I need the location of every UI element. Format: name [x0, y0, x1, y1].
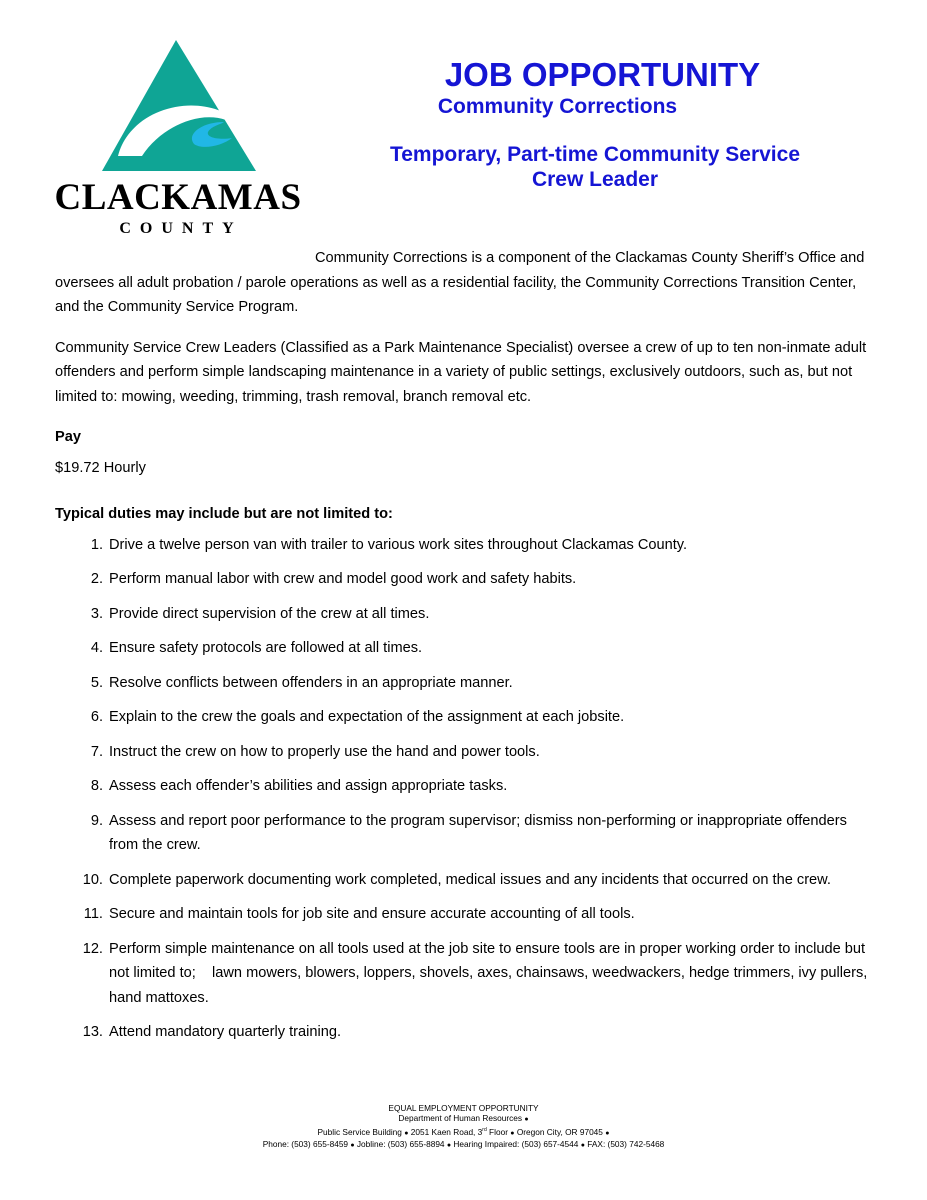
- bullet-icon: ●: [446, 1141, 452, 1149]
- bullet-icon: ●: [580, 1141, 585, 1149]
- footer-contacts: [0, 1139, 927, 1151]
- position-title: [330, 142, 875, 192]
- page-footer: [0, 1103, 927, 1151]
- footer-city: Oregon City, OR 97045: [516, 1126, 603, 1137]
- list-item-number: 3.: [90, 605, 103, 622]
- list-item-number: 12.: [82, 940, 103, 957]
- list-item-number: 8.: [90, 778, 103, 794]
- list-item-number: 2.: [90, 571, 103, 587]
- footer-department: [0, 1113, 927, 1125]
- intro-paragraph-1: Community Corrections is a component of the Clackamas County Sheriff’s Office and oversees all adult probation / parole operations as well as a residential facility, the Community Corrections Transition Center, and the Community Service Program.: [55, 250, 865, 315]
- footer-address: [0, 1125, 927, 1139]
- footer-street: [411, 1127, 508, 1137]
- logo-name: CLACKAMAS: [54, 177, 302, 218]
- department-name: Community Corrections: [437, 95, 678, 118]
- bullet-icon: ●: [404, 1129, 409, 1137]
- pay-heading: Pay: [55, 429, 81, 445]
- position-title-line2: Crew Leader: [531, 168, 659, 191]
- list-item-text: Perform simple maintenance on all tools used at the job site to ensure tools are in proper working order to include but not limited to; lawn mowers, blowers, loppers, shovels, axes, chainsaws, weedwackers, hedge trimmers, ivy pullers, hand mattoxes.: [109, 940, 872, 1006]
- bullet-icon: ●: [350, 1141, 355, 1149]
- footer-jobline: Jobline: (503) 655-8894: [356, 1138, 445, 1149]
- list-item-text: Assess each offender’s abilities and assign appropriate tasks.: [109, 778, 508, 794]
- list-item-text: Attend mandatory quarterly training.: [109, 1024, 342, 1040]
- duties-heading: Typical duties may include but are not limited to:: [55, 506, 393, 522]
- clackamas-county-logo: [52, 38, 304, 238]
- list-item: [55, 636, 873, 661]
- list-item: [55, 809, 873, 858]
- page-title: JOB OPPORTUNITY: [444, 56, 761, 93]
- footer-hearing-impaired: Hearing Impaired: (503) 657-4544: [453, 1138, 579, 1149]
- footer-building: Public Service Building: [317, 1126, 402, 1137]
- footer-phone: Phone: (503) 655-8459: [262, 1138, 349, 1149]
- list-item-text: Provide direct supervision of the crew at all times.: [109, 605, 430, 622]
- logo-county: COUNTY: [119, 220, 243, 237]
- footer-street-text: 2051 Kaen Road, 3: [410, 1126, 483, 1137]
- list-item-number: 13.: [82, 1024, 103, 1040]
- footer-department-name: Department of Human Resources: [398, 1113, 523, 1123]
- list-item-text: Secure and maintain tools for job site and ensure accurate accounting of all tools.: [109, 906, 635, 922]
- list-item-number: 6.: [90, 709, 103, 725]
- list-item-number: 7.: [90, 743, 103, 760]
- list-item: [55, 902, 873, 927]
- footer-fax: FAX: (503) 742-5468: [587, 1138, 665, 1149]
- pay-value: $19.72 Hourly: [55, 459, 146, 476]
- bullet-icon: ●: [605, 1129, 610, 1137]
- duties-list: [55, 533, 873, 1045]
- list-item: [55, 602, 873, 627]
- intro-paragraph-2: Community Service Crew Leaders (Classified as a Park Maintenance Specialist) oversee a crew of up to ten non-inmate adult offenders and perform simple landscaping maintenance in a variety of public settings, exclusively outdoors, such as, but not limited to: mowing, weeding, trimming, trash removal, branch removal etc.: [55, 339, 867, 405]
- list-item-number: 10.: [82, 871, 103, 888]
- list-item: [55, 671, 873, 696]
- list-item: [55, 740, 873, 765]
- position-title-line1: Temporary, Part-time Community Service: [389, 143, 800, 166]
- list-item-text: Ensure safety protocols are followed at all times.: [109, 640, 423, 656]
- list-item: [55, 533, 873, 558]
- list-item-text: Instruct the crew on how to properly use the hand and power tools.: [109, 743, 540, 760]
- job-description: [55, 246, 873, 1055]
- footer-eeo: EQUAL EMPLOYMENT OPPORTUNITY: [388, 1103, 539, 1113]
- list-item-text: Perform manual labor with crew and model good work and safety habits.: [109, 571, 577, 587]
- bullet-icon: ●: [510, 1129, 515, 1137]
- list-item: [55, 705, 873, 730]
- list-item: [55, 1020, 873, 1045]
- logo-triangle-icon: [98, 38, 258, 174]
- list-item: [55, 868, 873, 893]
- list-item-text: Explain to the crew the goals and expectation of the assignment at each jobsite.: [109, 709, 625, 725]
- list-item: [55, 567, 873, 592]
- list-item-text: Assess and report poor performance to the program supervisor; dismiss non-performing or inappropriate offenders from the crew.: [109, 812, 847, 853]
- list-item-number: 9.: [90, 812, 103, 829]
- list-item-number: 5.: [90, 674, 103, 691]
- list-item-text: Resolve conflicts between offenders in an appropriate manner.: [109, 674, 513, 691]
- list-item: [55, 937, 873, 1011]
- list-item-number: 1.: [90, 536, 103, 553]
- list-item-text: Drive a twelve person van with trailer to various work sites throughout Clackamas County.: [109, 536, 688, 553]
- list-item-text: Complete paperwork documenting work completed, medical issues and any incidents that occurred on the crew.: [109, 871, 831, 888]
- bullet-icon: ●: [524, 1116, 529, 1123]
- footer-street-floor: Floor: [486, 1126, 508, 1137]
- footer-street-sup: rd: [482, 1127, 487, 1133]
- list-item-number: 11.: [83, 906, 103, 922]
- page-header: [330, 58, 875, 192]
- list-item-number: 4.: [90, 640, 103, 656]
- list-item: [55, 774, 873, 799]
